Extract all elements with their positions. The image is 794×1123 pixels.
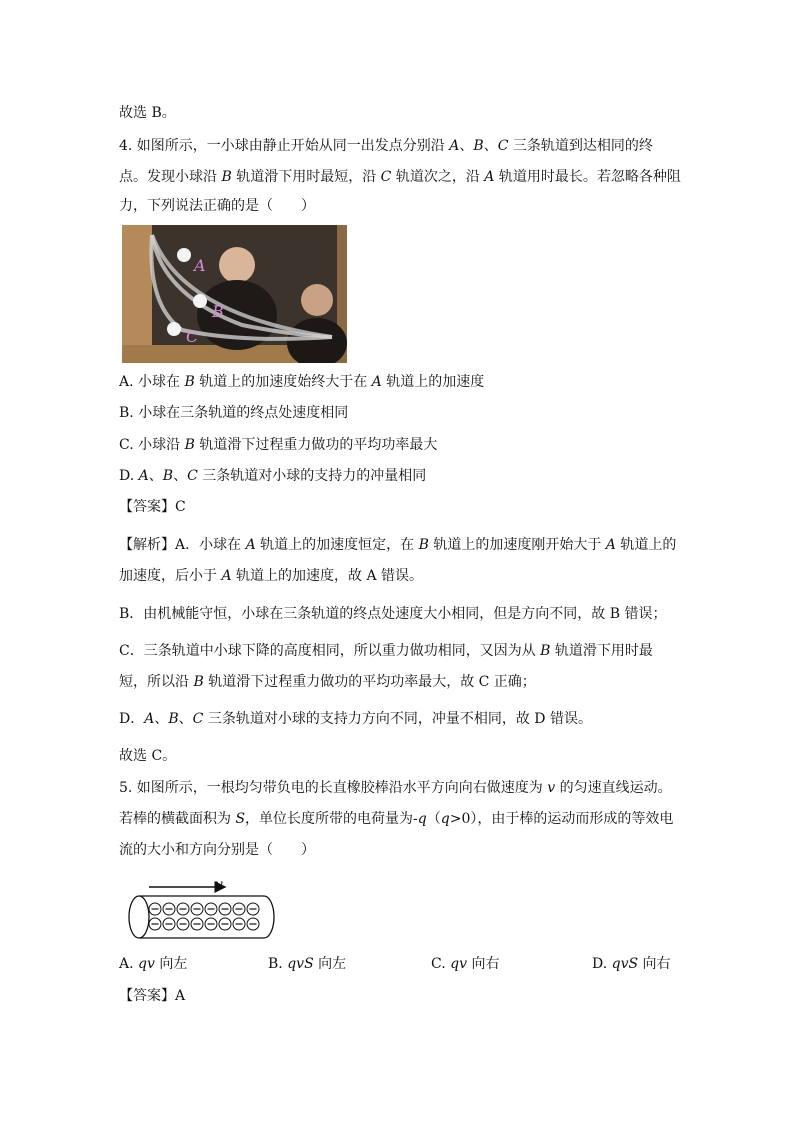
q4-conclusion: 故选 C。 xyxy=(119,748,177,764)
q4-stem-line-1: 4. 如图所示，一小球由静止开始从同一出发点分别沿 A、B、C 三条轨道到达相同的终 xyxy=(119,138,653,154)
ball-c xyxy=(167,322,181,336)
q4-explanation-5: 短，所以沿 B 轨道滑下过程重力做功的平均功率最大，故 C 正确； xyxy=(119,674,536,690)
rod-end xyxy=(129,896,149,938)
label-c: C xyxy=(186,327,199,346)
q5-answer: 【答案】A xyxy=(119,988,186,1004)
q5-option-a: A. qv 向左 xyxy=(119,956,188,972)
q5-stem-line-2: 若棒的横截面积为 S，单位长度所带的电荷量为-q（q>0），由于棒的运动而形成的等效电 xyxy=(119,811,674,827)
track-photo-illustration xyxy=(122,225,347,363)
q4-option-b: B. 小球在三条轨道的终点处速度相同 xyxy=(119,405,349,421)
q4-stem-line-2: 点。发现小球沿 B 轨道滑下用时最短，沿 C 轨道次之，沿 A 轨道用时最长。若忽略各种阻 xyxy=(119,169,681,185)
q5-option-b: B. qvS 向左 xyxy=(268,956,347,972)
track-experiment-photo xyxy=(122,225,347,363)
q4-option-d: D. A、B、C 三条轨道对小球的支持力的冲量相同 xyxy=(119,468,427,484)
label-b: B xyxy=(212,302,224,321)
q5-option-c: C. qv 向右 xyxy=(431,956,500,972)
q5-stem-line-1: 5. 如图所示，一根均匀带负电的长直橡胶棒沿水平方向向右做速度为 v 的匀速直线运动。 xyxy=(119,780,672,796)
q4-explanation-1: 【解析】A．小球在 A 轨道上的加速度恒定，在 B 轨道上的加速度刚开始大于 A 轨道上的 xyxy=(119,537,677,553)
q4-explanation-3: B．由机械能守恒，小球在三条轨道的终点处速度大小相同，但是方向不同，故 B 错误； xyxy=(119,606,667,622)
charged-rod-diagram xyxy=(119,874,279,948)
velocity-label: v xyxy=(215,877,223,893)
q4-option-c: C. 小球沿 B 轨道滑下过程重力做功的平均功率最大 xyxy=(119,437,438,453)
q4-answer: 【答案】C xyxy=(119,499,186,515)
q5-option-d: D. qvS 向右 xyxy=(592,956,671,972)
person-left-head xyxy=(219,247,255,283)
q4-stem-line-3: 力，下列说法正确的是（ ） xyxy=(119,198,315,214)
ball-a xyxy=(177,248,191,262)
q4-option-a: A. 小球在 B 轨道上的加速度始终大于在 A 轨道上的加速度 xyxy=(119,374,485,390)
q5-stem-line-3: 流的大小和方向分别是（ ） xyxy=(119,842,315,858)
q4-explanation-4: C．三条轨道中小球下降的高度相同，所以重力做功相同，又因为从 B 轨道滑下用时最 xyxy=(119,643,653,659)
wood-frame-left xyxy=(122,225,152,363)
person-right-head xyxy=(301,284,333,316)
conclusion-q3: 故选 B。 xyxy=(119,105,176,121)
ball-b xyxy=(193,294,207,308)
q4-explanation-6: D．A、B、C 三条轨道对小球的支持力方向不同，冲量不相同，故 D 错误。 xyxy=(119,711,592,727)
negative-charges xyxy=(149,903,259,930)
label-a: A xyxy=(194,256,206,275)
q4-explanation-2: 加速度，后小于 A 轨道上的加速度，故 A 错误。 xyxy=(119,568,424,584)
rod-body xyxy=(139,896,274,938)
